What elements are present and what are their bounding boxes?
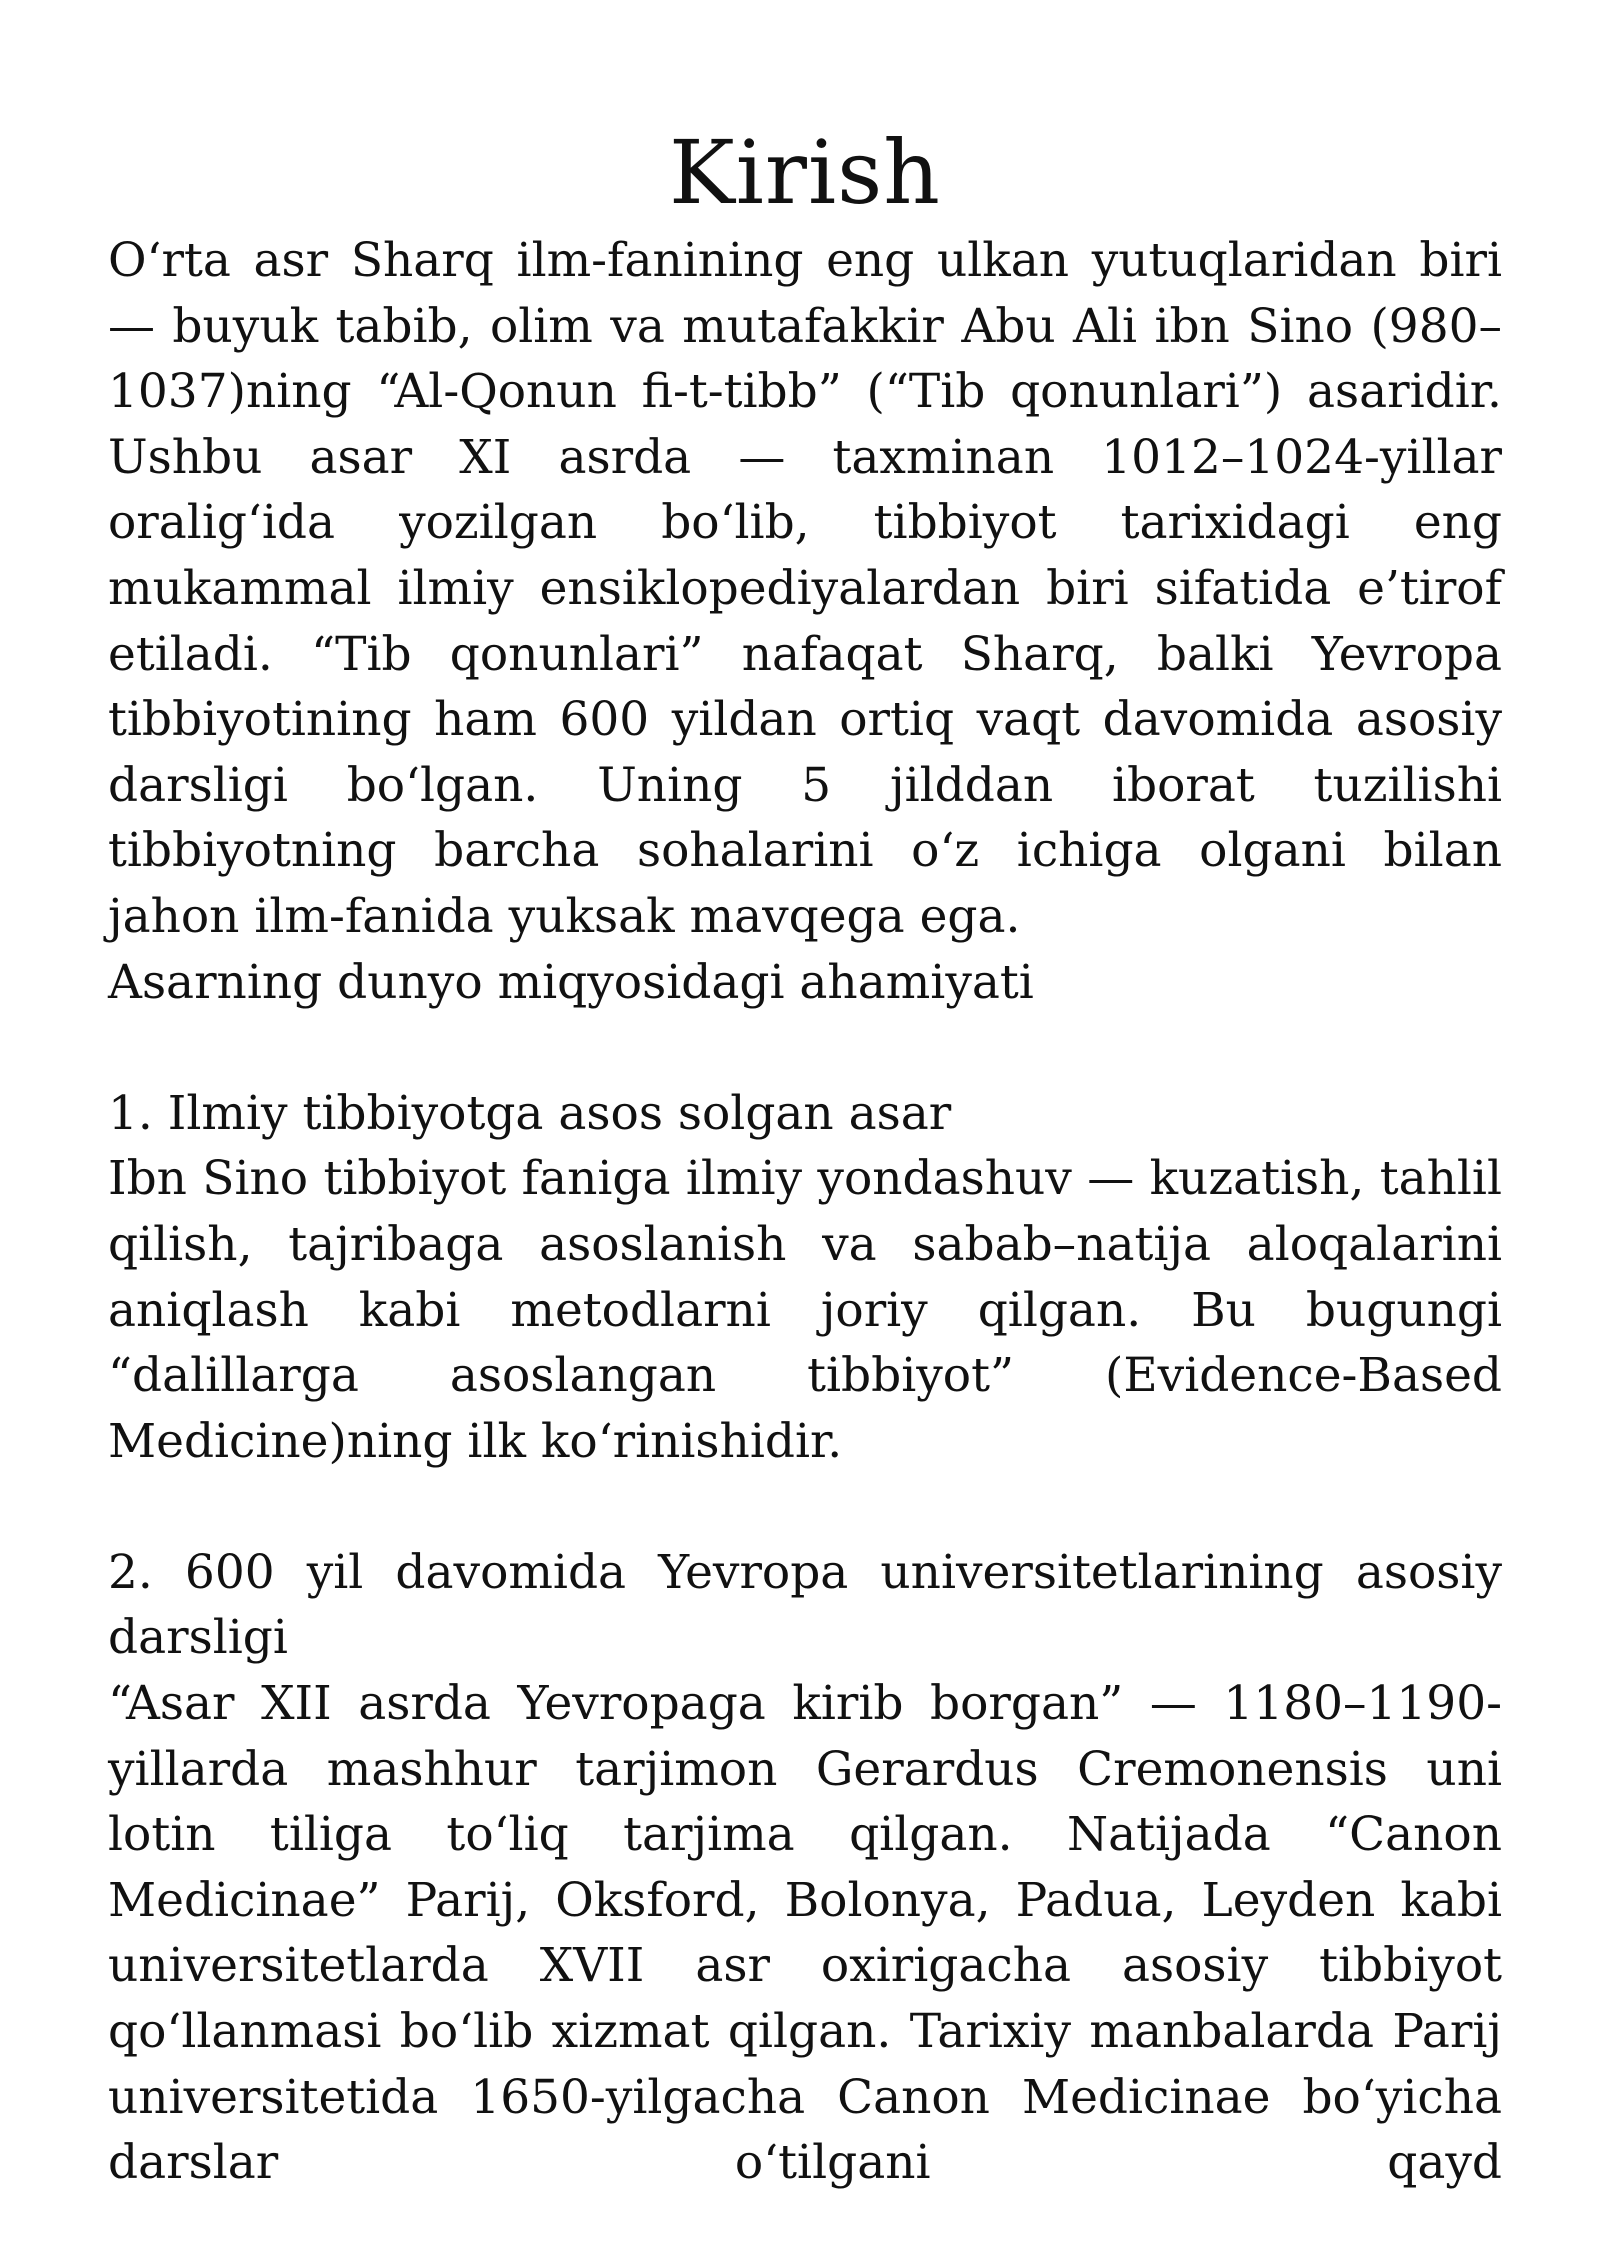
paragraph-gap: [108, 1474, 1502, 1540]
point-1-heading: 1. Ilmiy tibbiyotga asos solgan asar: [108, 1085, 952, 1141]
section-heading: Asarning dunyo miqyosidagi ahamiyati: [108, 954, 1034, 1010]
intro-paragraph: O‘rta asr Sharq ilm-fanining eng ulkan yutuqlaridan biri — buyuk tabib, olim va mutafakkir Abu Ali ibn Sino (980–1037)ning “Al-Qonun fi-t-tibb” (“Tib qonunlari”) asaridir. Ushbu asar XI asrda — taxminan 1012–1024-yillar oralig‘ida yozilgan bo‘lib, tibbiyot tarixidagi eng mukammal ilmiy ensiklopediyalardan biri sifatida e’tirof etiladi. “Tib qonunlari” nafaqat Sharq, balki Yevropa tibbiyotining ham 600 yildan ortiq vaqt davomida asosiy darsligi bo‘lgan. Uning 5 jilddan iborat tuzilishi tibbiyotning barcha sohalarini o‘z ichiga olgani bilan jahon ilm-fanida yuksak mavqega ega.: [108, 233, 1502, 944]
point-2-heading: 2. 600 yil davomida Yevropa universitetlarining asosiy darsligi: [108, 1544, 1502, 1666]
paragraph-gap: [108, 1015, 1502, 1081]
document-page: [108, 118, 1502, 2196]
point-1-body: Ibn Sino tibbiyot faniga ilmiy yondashuv — kuzatish, tahlil qilish, tajribaga asoslanish va sabab–natija aloqalarini aniqlash kabi metodlarni joriy qilgan. Bu bugungi “dalillarga asoslangan tibbiyot” (Evidence-Based Medicine)ning ilk ko‘rinishidir.: [108, 1151, 1502, 1469]
point-2-body: “Asar XII asrda Yevropaga kirib borgan” — 1180–1190-yillarda mashhur tarjimon Gerardus Cremonensis uni lotin tiliga to‘liq tarjima qilgan. Natijada “Canon Medicinae” Parij, Oksford, Bolonya, Padua, Leyden kabi universitetlarda XVII asr oxirigacha asosiy tibbiyot qo‘llanmasi bo‘lib xizmat qilgan. Tarixiy manbalarda Parij universitetida 1650-yilgacha Canon Medicinae bo‘yicha darslar o‘tilgani qayd: [108, 1676, 1502, 2191]
page-title: Kirish: [669, 121, 941, 224]
